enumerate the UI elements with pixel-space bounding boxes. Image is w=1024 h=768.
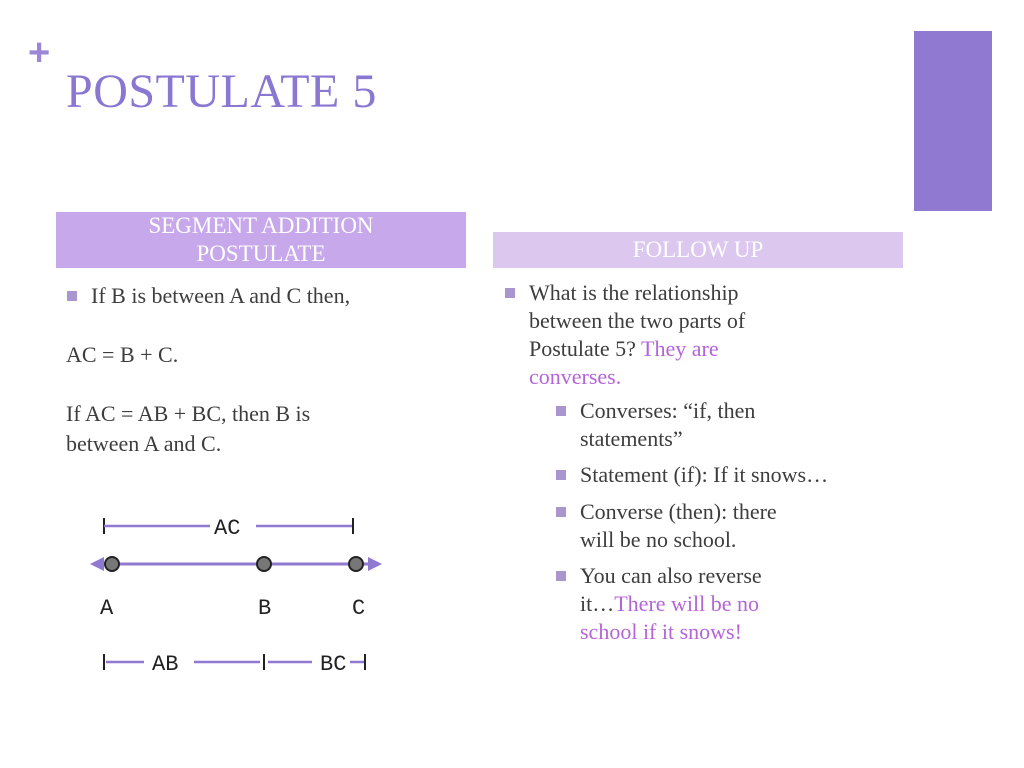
ab-label: AB — [152, 652, 179, 677]
sub-bullet1-line1: Converses: “if, then — [580, 398, 756, 423]
sub-bullet4-line1: You can also reverse — [580, 563, 762, 588]
bullet-square-icon — [67, 291, 77, 301]
point-b — [257, 557, 271, 571]
left-bullet-text: If B is between A and C then, — [91, 283, 351, 308]
sub-bullet4-plain: it… — [580, 591, 615, 616]
segment-diagram — [80, 500, 400, 690]
sub-bullet3-line2: will be no school. — [580, 527, 737, 552]
point-label-b: B — [258, 596, 272, 621]
bullet-square-icon — [556, 406, 566, 416]
bullet-square-icon — [556, 507, 566, 517]
converse-text-line2: between A and C. — [66, 431, 222, 456]
slide-title: POSTULATE 5 — [66, 65, 377, 118]
point-label-c: C — [352, 596, 366, 621]
question-line1: What is the relationship — [529, 280, 739, 305]
accent-block — [914, 31, 992, 211]
converse-text-line1: If AC = AB + BC, then B is — [66, 401, 311, 426]
point-a — [105, 557, 119, 571]
answer-highlight-line2: converses. — [529, 364, 622, 389]
point-label-a: A — [100, 596, 114, 621]
left-arrow-icon — [90, 557, 104, 571]
sub-bullet4-highlight: There will be no — [614, 591, 760, 616]
question-line2: between the two parts of — [529, 308, 746, 333]
answer-highlight: They are — [641, 336, 719, 361]
bullet-square-icon — [505, 288, 515, 298]
question-line3 — [529, 335, 719, 363]
left-header-line1: SEGMENT ADDITION — [148, 213, 374, 238]
right-column-header: FOLLOW UP — [493, 232, 903, 268]
question-text: Postulate 5? — [529, 336, 636, 361]
bullet-square-icon — [556, 470, 566, 480]
right-arrow-icon — [368, 557, 382, 571]
plus-icon: + — [28, 32, 51, 74]
bullet-square-icon — [556, 571, 566, 581]
sub-bullet3-line1: Converse (then): there — [580, 499, 777, 524]
bc-label: BC — [320, 652, 347, 677]
point-c — [349, 557, 363, 571]
sub-bullet2: Statement (if): If it snows… — [580, 462, 829, 487]
equation-ac: AC = B + C. — [66, 342, 179, 367]
left-header-line2: POSTULATE — [196, 241, 326, 266]
sub-bullet4-line2 — [580, 590, 759, 618]
ac-label: AC — [214, 516, 241, 541]
sub-bullet4-line3: school if it snows! — [580, 619, 742, 644]
sub-bullet1-line2: statements” — [580, 426, 683, 451]
left-column-header — [56, 212, 466, 268]
